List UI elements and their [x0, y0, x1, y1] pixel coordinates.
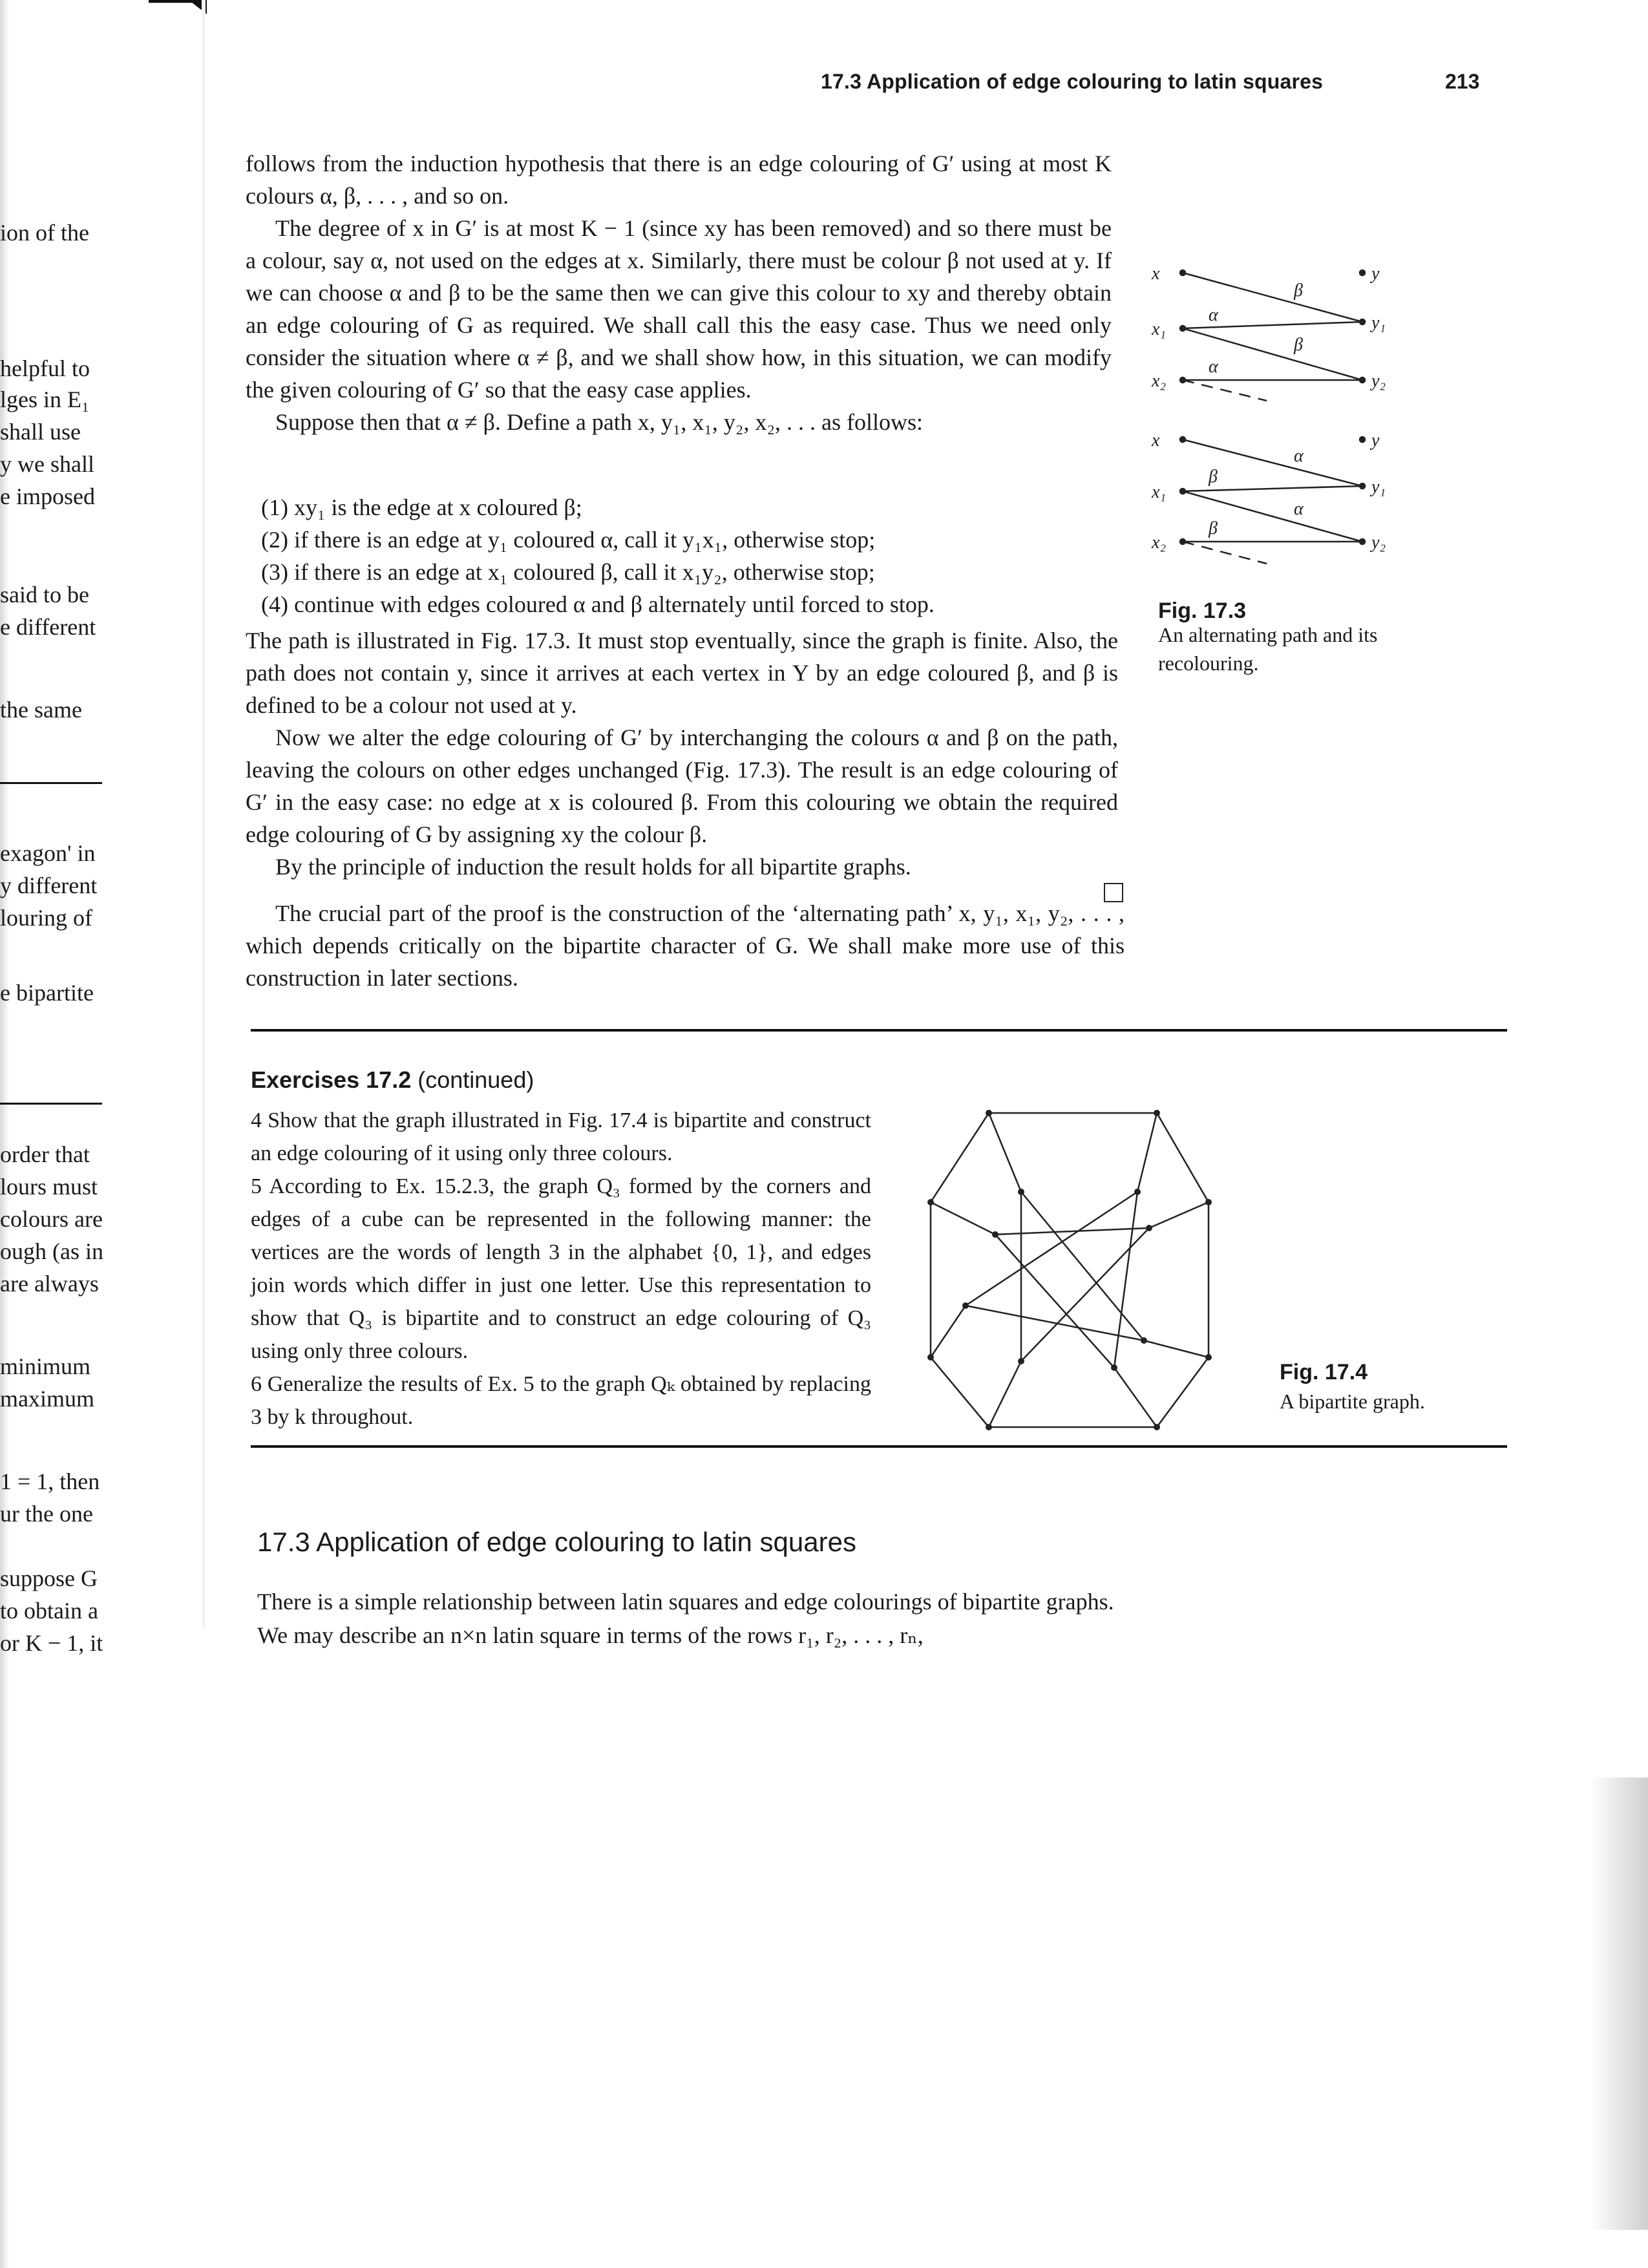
proof-paragraph: By the principle of induction the result holds for all bipartite graphs. — [275, 854, 911, 880]
graph-vertex — [1018, 1358, 1024, 1364]
graph-edge — [966, 1192, 1137, 1306]
left-fragment: ion of the — [0, 220, 89, 246]
left-fragment: the same — [0, 697, 82, 723]
proof-paragraph: follows from the induction hypothesis that there is an edge colouring of G′ using at most K colours α, β, . . . , and so on. — [246, 151, 1112, 209]
graph-vertex — [962, 1302, 969, 1309]
label-x1: x₁ — [1152, 319, 1167, 339]
left-fragment: maximum — [0, 1386, 94, 1412]
left-fragment: e imposed — [0, 483, 95, 509]
exercise-item: 6 Generalize the results of Ex. 5 to the graph Qₖ obtained by replacing 3 by k throughout. — [251, 1372, 871, 1429]
left-fragment: y different — [0, 873, 98, 898]
graph-vertex — [1154, 1110, 1160, 1116]
left-fragment: 1 = 1, then — [0, 1468, 100, 1494]
section-body — [257, 1585, 1136, 1652]
vertex-x1 — [1180, 326, 1185, 331]
page-edge-shadow — [0, 0, 9, 2268]
left-fragment: are always — [0, 1271, 99, 1297]
exercises-top-rule — [251, 1029, 1507, 1032]
label-y1: y₁ — [1371, 313, 1386, 333]
vertex-x1 — [1180, 489, 1185, 494]
label-x2: x₂ — [1152, 533, 1167, 553]
fig-17-3-title: Fig. 17.3 — [1158, 599, 1247, 623]
left-fragment: y we shall — [0, 451, 94, 477]
graph-vertex — [1205, 1354, 1212, 1361]
graph-vertex — [927, 1199, 934, 1205]
graph-vertex — [986, 1110, 992, 1116]
left-fragment: suppose G — [0, 1565, 98, 1591]
left-fragment: helpful to — [0, 355, 90, 381]
proof-paragraph: The path is illustrated in Fig. 17.3. It must stop eventually, since the graph is finite. Also, the path does not contain y, since it arrives at each vertex in Y by an edge coloured β, and β is defined to be a colour not used at y. — [246, 628, 1118, 718]
left-fragment: shall use — [0, 419, 81, 445]
label-beta: β — [1294, 335, 1303, 355]
vertex-y2 — [1360, 377, 1365, 383]
left-rule — [0, 1103, 102, 1105]
label-y: y — [1371, 264, 1380, 284]
graph-vertex — [1111, 1364, 1117, 1371]
graph-vertex — [986, 1424, 992, 1430]
label-beta: β — [1209, 467, 1218, 487]
graph-edge — [1149, 1202, 1209, 1228]
graph-vertex — [927, 1354, 934, 1361]
scan-edge-shadow — [1590, 1777, 1648, 2230]
vertex-x2 — [1180, 377, 1185, 383]
left-rule — [0, 782, 102, 784]
vertex-y — [1360, 270, 1365, 275]
label-x2: x₂ — [1152, 371, 1167, 391]
left-fragment: order that — [0, 1141, 90, 1167]
edge-x1-y1 — [1183, 486, 1362, 491]
exercises-heading-rest: (continued) — [411, 1066, 534, 1093]
graph-edge — [966, 1306, 1144, 1341]
graph-vertex — [1154, 1424, 1160, 1430]
left-fragment: exagon' in — [0, 840, 96, 866]
graph-vertex — [1018, 1189, 1024, 1195]
left-fragment: louring of — [0, 905, 92, 931]
graph-edge — [989, 1113, 1021, 1192]
path-step: (2) if there is an edge at y₁ coloured α, call it y₁x₁, otherwise stop; — [261, 527, 876, 553]
path-step: (4) continue with edges coloured α and β alternately until forced to stop. — [261, 591, 935, 617]
graph-edge — [931, 1306, 966, 1357]
proof-paragraph: Now we alter the edge colouring of G′ by interchanging the colours α and β on the path, leaving the colours on other edges unchanged (Fig. 17.3). The result is an edge colouring of G′ in the easy case: no edge at x is coloured β. From this colouring we obtain the required edge colouring of G by assigning xy the colour β. — [246, 725, 1118, 847]
section-paragraph: There is a simple relationship between latin squares and edge colourings of bipartite graphs. We may describe an n×n latin square in terms of the rows r₁, r₂, . . . , rₙ, — [257, 1589, 1114, 1648]
path-step: (1) xy₁ is the edge at x coloured β; — [261, 494, 582, 520]
graph-vertex — [1141, 1337, 1147, 1344]
label-alpha: α — [1294, 446, 1304, 466]
proof-text-bottom — [246, 624, 1125, 994]
left-fragment: to obtain a — [0, 1598, 98, 1624]
left-fragment: colours are — [0, 1206, 103, 1232]
label-beta: β — [1294, 281, 1303, 301]
label-beta: β — [1209, 518, 1218, 538]
proof-paragraph: The degree of x in G′ is at most K − 1 (since xy has been removed) and so there must be a colour, say α, not used on the edges at x. Similarly, there must be colour β not used at y. If we can choose α and β to be the same then we can give this colour to xy and thereby obtain an edge colouring of G as required. We shall call this the easy case. Thus we need only consider the situation where α ≠ β, and we shall show how, in this situation, we can modify the given colouring of G′ so that the easy case applies. — [246, 215, 1112, 403]
outer-octagon — [931, 1113, 1209, 1427]
fig-17-4-title: Fig. 17.4 — [1280, 1360, 1368, 1384]
fig-17-3-caption: An alternating path and its recolouring. — [1158, 623, 1378, 675]
exercises-list — [251, 1104, 871, 1434]
vertex-y — [1360, 437, 1365, 442]
exercises-bottom-rule — [251, 1445, 1507, 1448]
left-fragment: said to be — [0, 582, 89, 608]
exercise-item: 4 Show that the graph illustrated in Fig. 17.4 is bipartite and construct an edge colouring of it using only three colours. — [251, 1108, 871, 1165]
left-fragment: ough (as in — [0, 1238, 103, 1264]
vertex-x — [1180, 437, 1185, 442]
fig-17-4-caption: A bipartite graph. — [1280, 1390, 1425, 1413]
graph-vertex — [1134, 1189, 1141, 1195]
label-x: x — [1152, 430, 1160, 450]
left-fragment: lges in E₁ — [0, 387, 90, 412]
vertex-y2 — [1360, 539, 1365, 544]
label-y2: y₂ — [1371, 371, 1386, 391]
graph-vertex — [992, 1231, 998, 1238]
exercise-item: 5 According to Ex. 15.2.3, the graph Q₃ formed by the corners and edges of a cube can be represented in the following manner: the vertices are the words of length 3 in the alphabet {0, 1}, and edges join words which differ in just one letter. Use this representation to show that Q₃ is bipartite and to construct an edge colouring of Q₃ using only three colours. — [251, 1174, 871, 1363]
graph-edge — [995, 1228, 1149, 1235]
scan-corner-mark — [149, 0, 207, 14]
running-head: 17.3 Application of edge colouring to latin squares — [821, 70, 1324, 93]
graph-vertex — [1146, 1225, 1152, 1231]
vertex-x — [1180, 270, 1185, 275]
proof-paragraph: The crucial part of the proof is the construction of the ‘alternating path’ x, y₁, x₁, y₂, . . . , which depends critically on the bipartite character of G. We shall make more use of this construction in later sections. — [246, 900, 1125, 991]
graph-vertex — [1205, 1199, 1212, 1205]
edge-dashed — [1183, 542, 1267, 564]
label-x: x — [1152, 264, 1160, 284]
label-y2: y₂ — [1371, 533, 1386, 553]
proof-text-top — [246, 147, 1125, 438]
path-step: (3) if there is an edge at x₁ coloured β, call it x₁y₂, otherwise stop; — [261, 559, 875, 585]
left-fragment: e bipartite — [0, 980, 94, 1006]
label-x1: x₁ — [1152, 482, 1167, 502]
left-fragment: e different — [0, 614, 96, 640]
graph-edge — [1144, 1341, 1209, 1357]
edge-dashed — [1183, 380, 1267, 401]
vertex-y1 — [1360, 483, 1365, 489]
page-number: 213 — [1445, 70, 1480, 93]
path-steps — [261, 491, 1127, 620]
left-fragment: ur the one — [0, 1501, 93, 1527]
label-alpha: α — [1209, 305, 1218, 325]
exercises-heading-bold: Exercises 17.2 — [251, 1066, 412, 1093]
page-gutter — [202, 0, 206, 1629]
graph-edge — [989, 1361, 1021, 1427]
graph-edge — [995, 1235, 1114, 1368]
fig-17-4-diagram — [892, 1105, 1241, 1441]
left-fragment: lours must — [0, 1174, 98, 1200]
graph-edge — [1021, 1192, 1144, 1341]
graph-edge — [931, 1202, 995, 1235]
vertex-x2 — [1180, 539, 1185, 544]
graph-edge — [1137, 1113, 1157, 1192]
exercises-heading — [251, 1066, 534, 1094]
label-alpha: α — [1294, 499, 1304, 519]
vertex-y1 — [1360, 319, 1365, 324]
graph-edge — [1114, 1368, 1157, 1427]
qed-box — [1104, 883, 1123, 902]
left-fragment: or K − 1, it — [0, 1630, 103, 1656]
label-y: y — [1371, 430, 1380, 450]
fig-17-3-diagram — [1144, 246, 1402, 582]
label-y1: y₁ — [1371, 477, 1386, 497]
label-alpha: α — [1209, 357, 1218, 377]
graph-edge — [1021, 1228, 1149, 1361]
section-heading: 17.3 Application of edge colouring to latin squares — [257, 1527, 856, 1557]
proof-paragraph: Suppose then that α ≠ β. Define a path x, y₁, x₁, y₂, x₂, . . . as follows: — [275, 409, 924, 435]
graph-edge — [1114, 1192, 1137, 1368]
left-fragment: minimum — [0, 1353, 91, 1379]
